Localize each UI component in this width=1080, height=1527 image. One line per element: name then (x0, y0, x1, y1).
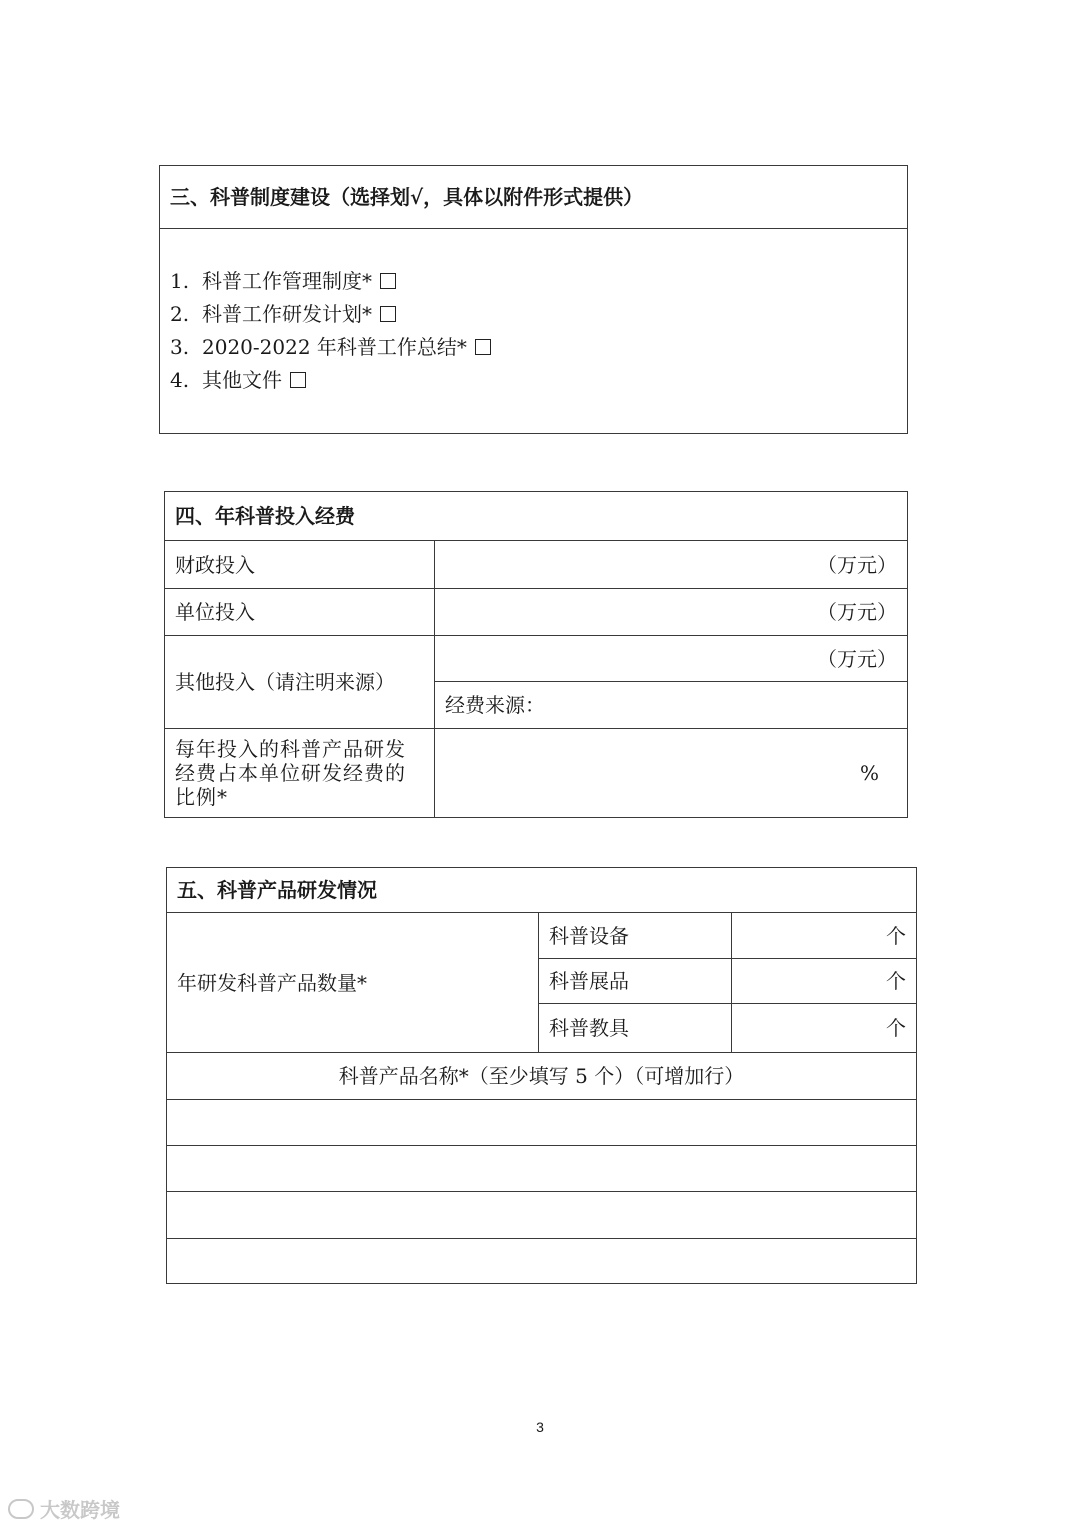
checkbox-management[interactable] (380, 273, 396, 289)
section3-table (159, 165, 908, 434)
watermark-text: 大数跨境 (40, 1498, 120, 1522)
category-teaching-input[interactable] (732, 1004, 917, 1053)
fiscal-label: 财政投入 (165, 541, 435, 589)
category-equipment-label: 科普设备 (539, 913, 732, 959)
category-exhibit-input[interactable] (732, 959, 917, 1004)
category-equipment-input[interactable] (732, 913, 917, 959)
product-name-row[interactable] (167, 1146, 917, 1192)
section3-item-2: 2. 科普工作研发计划* (170, 298, 897, 331)
section3-item-1: 1. 科普工作管理制度* (170, 265, 897, 298)
category-exhibit-label: 科普展品 (539, 959, 732, 1004)
section3-item-3: 3. 2020-2022 年科普工作总结* (170, 331, 897, 364)
checkbox-other-files[interactable] (290, 372, 306, 388)
product-name-row[interactable] (167, 1239, 917, 1284)
fiscal-input[interactable] (435, 541, 908, 589)
other-input-field[interactable] (435, 636, 908, 682)
source-field[interactable] (435, 682, 908, 729)
unit-input-field[interactable] (435, 589, 908, 636)
ratio-label: 每年投入的科普产品研发经费占本单位研发经费的比例* (165, 729, 435, 818)
category-exhibit-unit: 个 (886, 969, 907, 993)
unit-input-label: 单位投入 (165, 589, 435, 636)
section5-table (166, 867, 917, 1284)
product-name-row[interactable] (167, 1100, 917, 1146)
checkbox-rd-plan[interactable] (380, 306, 396, 322)
product-names-header: 科普产品名称*（至少填写 5 个）（可增加行） (167, 1053, 917, 1100)
unit-input-unit: （万元） (817, 600, 897, 624)
section3-item-4: 4. 其他文件 (170, 364, 897, 397)
ratio-field[interactable] (435, 729, 908, 818)
fiscal-unit: （万元） (817, 552, 897, 577)
page-number: 3 (536, 1419, 544, 1435)
section5-title: 五、科普产品研发情况 (167, 868, 917, 913)
source-label: 经费来源： (445, 693, 545, 717)
product-count-label: 年研发科普产品数量* (167, 913, 539, 1053)
category-teaching-label: 科普教具 (539, 1004, 732, 1053)
section4-table (164, 491, 908, 818)
watermark-logo-icon (8, 1499, 34, 1519)
section3-title: 三、科普制度建设（选择划√，具体以附件形式提供） (160, 166, 908, 229)
ratio-unit: % (859, 761, 879, 785)
category-equipment-unit: 个 (886, 923, 907, 948)
product-name-row[interactable] (167, 1192, 917, 1239)
watermark (8, 1494, 120, 1523)
other-input-unit: （万元） (817, 646, 897, 671)
category-teaching-unit: 个 (886, 1016, 907, 1040)
checkbox-summary[interactable] (475, 339, 491, 355)
section3-item-list (170, 265, 897, 397)
other-input-label: 其他投入（请注明来源） (165, 636, 435, 729)
section4-title: 四、年科普投入经费 (165, 492, 908, 541)
section3-items-cell (160, 229, 908, 434)
